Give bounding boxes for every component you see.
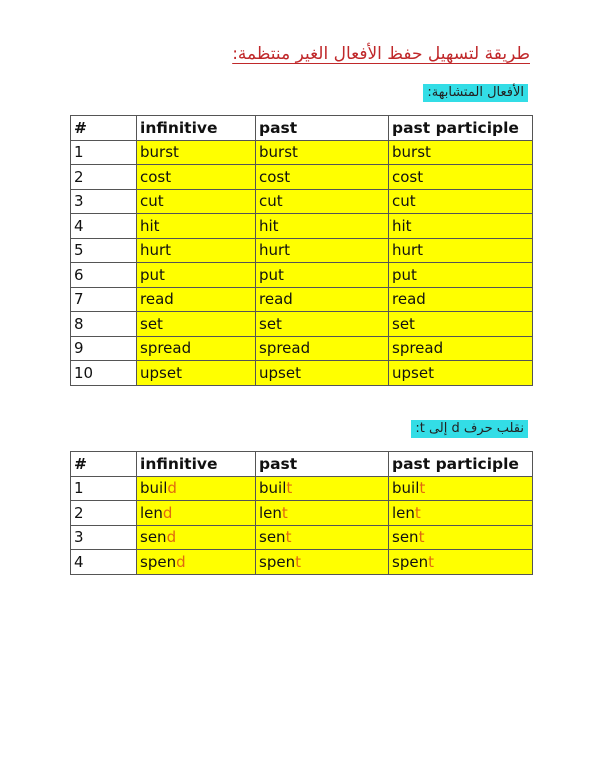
past-participle-cell <box>389 550 533 575</box>
table-row <box>71 214 533 239</box>
changed-letter: t <box>286 479 293 498</box>
row-number: 7 <box>71 287 137 312</box>
table-row <box>71 501 533 526</box>
past-cell <box>256 476 389 501</box>
verb-stem: buil <box>259 479 287 498</box>
changed-letter: t <box>418 528 425 547</box>
table-row <box>71 525 533 550</box>
row-number: 9 <box>71 336 137 361</box>
infinitive-cell: cost <box>137 165 256 190</box>
verb-stem: buil <box>392 479 420 498</box>
header-past-participle: past participle <box>389 452 533 477</box>
past-participle-cell: read <box>389 287 533 312</box>
past-cell <box>256 501 389 526</box>
past-cell: hurt <box>256 238 389 263</box>
infinitive-cell: burst <box>137 140 256 165</box>
verb-stem: spen <box>259 552 296 571</box>
changed-letter: t <box>419 479 426 498</box>
header-past: past <box>256 452 389 477</box>
table-header-row <box>71 452 533 477</box>
past-participle-cell: cost <box>389 165 533 190</box>
changed-letter: d <box>166 528 177 547</box>
infinitive-cell <box>137 501 256 526</box>
verb-stem: sen <box>392 528 419 547</box>
verb-stem: spen <box>140 552 177 571</box>
past-cell: hit <box>256 214 389 239</box>
past-cell: cut <box>256 189 389 214</box>
table-row <box>71 476 533 501</box>
infinitive-cell: cut <box>137 189 256 214</box>
changed-letter: t <box>295 552 301 571</box>
infinitive-cell: upset <box>137 361 256 386</box>
table-row <box>71 550 533 575</box>
table-row <box>71 165 533 190</box>
row-number: 4 <box>71 214 137 239</box>
past-participle-cell <box>389 501 533 526</box>
d-to-t-verbs-table <box>70 451 533 575</box>
table-row <box>71 238 533 263</box>
header-infinitive: infinitive <box>137 452 256 477</box>
table-header-row <box>71 116 533 141</box>
row-number: 1 <box>71 140 137 165</box>
past-participle-cell <box>389 525 533 550</box>
verb-stem: buil <box>140 479 168 498</box>
row-number: 4 <box>71 550 137 575</box>
verb-stem: len <box>140 503 163 522</box>
past-cell: set <box>256 312 389 337</box>
infinitive-cell: hit <box>137 214 256 239</box>
row-number: 2 <box>71 501 137 526</box>
past-participle-cell: set <box>389 312 533 337</box>
infinitive-cell: put <box>137 263 256 288</box>
past-cell <box>256 525 389 550</box>
changed-letter: t <box>428 552 434 571</box>
verb-stem: len <box>392 503 415 522</box>
past-cell: read <box>256 287 389 312</box>
row-number: 1 <box>71 476 137 501</box>
verb-stem: len <box>259 503 282 522</box>
infinitive-cell <box>137 476 256 501</box>
changed-letter: t <box>281 503 288 522</box>
changed-letter: d <box>176 552 186 571</box>
row-number: 10 <box>71 361 137 386</box>
infinitive-cell: read <box>137 287 256 312</box>
past-cell: cost <box>256 165 389 190</box>
header-number: # <box>71 452 137 477</box>
table-row <box>71 287 533 312</box>
infinitive-cell: spread <box>137 336 256 361</box>
header-past: past <box>256 116 389 141</box>
table-row <box>71 140 533 165</box>
table-row <box>71 312 533 337</box>
past-cell: burst <box>256 140 389 165</box>
past-participle-cell: put <box>389 263 533 288</box>
header-past-participle: past participle <box>389 116 533 141</box>
past-cell: upset <box>256 361 389 386</box>
past-participle-cell <box>389 476 533 501</box>
table-row <box>71 336 533 361</box>
row-number: 6 <box>71 263 137 288</box>
table-row <box>71 263 533 288</box>
header-number: # <box>71 116 137 141</box>
changed-letter: t <box>285 528 292 547</box>
table-row <box>71 361 533 386</box>
past-participle-cell: hurt <box>389 238 533 263</box>
past-cell: spread <box>256 336 389 361</box>
row-number: 3 <box>71 525 137 550</box>
infinitive-cell <box>137 550 256 575</box>
row-number: 3 <box>71 189 137 214</box>
row-number: 2 <box>71 165 137 190</box>
changed-letter: d <box>167 479 177 498</box>
similar-verbs-table <box>70 115 533 386</box>
changed-letter: t <box>414 503 421 522</box>
header-infinitive: infinitive <box>137 116 256 141</box>
verb-stem: sen <box>259 528 286 547</box>
past-participle-cell: spread <box>389 336 533 361</box>
verb-stem: sen <box>140 528 167 547</box>
past-cell <box>256 550 389 575</box>
past-participle-cell: cut <box>389 189 533 214</box>
table-row <box>71 189 533 214</box>
row-number: 8 <box>71 312 137 337</box>
infinitive-cell <box>137 525 256 550</box>
past-participle-cell: hit <box>389 214 533 239</box>
verb-stem: spen <box>392 552 429 571</box>
section1-heading: الأفعال المتشابهة: <box>423 84 528 102</box>
past-participle-cell: upset <box>389 361 533 386</box>
changed-letter: d <box>162 503 173 522</box>
row-number: 5 <box>71 238 137 263</box>
infinitive-cell: set <box>137 312 256 337</box>
past-participle-cell: burst <box>389 140 533 165</box>
section2-heading: نقلب حرف d إلى t: <box>411 420 528 438</box>
past-cell: put <box>256 263 389 288</box>
page-title: طريقة لتسهيل حفظ الأفعال الغير منتظمة: <box>232 44 530 64</box>
infinitive-cell: hurt <box>137 238 256 263</box>
